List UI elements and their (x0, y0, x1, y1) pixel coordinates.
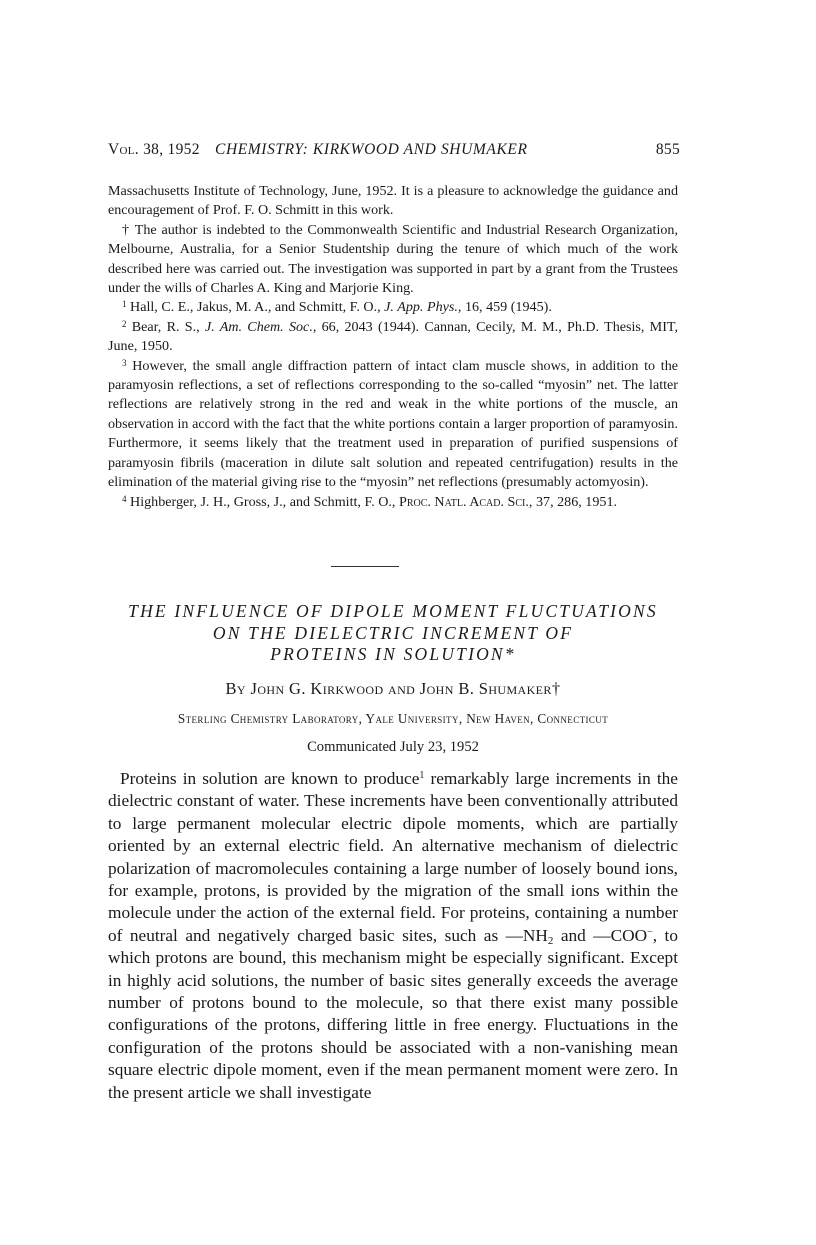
section-divider (331, 566, 399, 567)
body-paragraph (108, 768, 678, 1104)
communicated-date: Communicated July 23, 1952 (307, 739, 479, 755)
reference-4-rest: , 37, 286, 1951. (528, 493, 618, 510)
reference-1-authors: Hall, C. E., Jakus, M. A., and Schmitt, F. O., (130, 299, 385, 316)
article-title-line-2: ON THE DIELECTRIC INCREMENT OF (212, 622, 574, 643)
body-superscript-minus: − (647, 926, 653, 938)
body-subscript-2: 2 (547, 934, 554, 947)
page-number: 855 (655, 141, 680, 158)
article-title-line-1: THE INFLUENCE OF DIPOLE MOMENT FLUCTUATIONS (128, 601, 658, 621)
running-head-title: CHEMISTRY: KIRKWOOD AND SHUMAKER (215, 141, 528, 158)
reference-1-mark: 1 (122, 299, 127, 310)
reference-4-journal: Proc. Natl. Acad. Sci. (398, 493, 529, 510)
author-byline: By John G. Kirkwood and John B. Shumaker† (225, 679, 561, 698)
reference-2-authors: Bear, R. S., (131, 318, 205, 335)
body-citation-1: 1 (419, 770, 425, 781)
reference-4 (108, 493, 678, 512)
reference-3 (108, 357, 678, 493)
volume-label: Vol. 38, 1952 (108, 141, 200, 158)
reference-3-text: However, the small angle diffraction pattern of intact clam muscle shows, in addition to the paramyosin reflections, a set of reflections corresponding to the so-called “myosin” net. The latter reflections are relatively strong in the red and weak in the white portions of the muscle, an observation in accord with the fact that the white portions contain a larger proportion of paramyosin. Furthermore, it seems likely that the treatment used in preparation of purified suspensions of paramyosin fibrils (maceration in dilute salt solution and repeated centrifugation) results in the elimination of the material giving rise to the “myosin” net reflections (presumably actomyosin). (108, 357, 678, 491)
reference-1-journal: J. App. Phys. (384, 299, 458, 316)
reference-4-mark: 4 (122, 493, 127, 504)
note-continuation: Massachusetts Institute of Technology, June, 1952. It is a pleasure to acknowledge the guidance and encouragement of Prof. F. O. Schmitt in this work. (108, 183, 678, 219)
reference-1-volume: , 16, 459 (1945). (457, 299, 552, 316)
body-text-2: remarkably large increments in the dielectric constant of water. These increments have been conventionally attributed to large permanent molecular electric dipole moments, which are partially oriented by an external electric field. An alternative mechanism of dielectric polarization of macromolecules containing a large number of loosely bound ions, for example, protons, is provided by the migration of the small ions within the molecule under the action of the external field. For proteins, containing a number of neutral and negatively charged basic sites, such as —NH (108, 769, 678, 945)
reference-2-mark: 2 (122, 318, 127, 329)
body-text-4: , to which protons are bound, this mechanism might be especially significant. Except in highly acid solutions, the number of basic sites generally exceeds the average number of protons bound to the molecule, so that there exist many possible configurations of the protons, differing little in free energy. Fluctuations in the configuration of the protons should be associated with a non-vanishing mean square electric dipole moment, even if the mean permanent moment were zero. In the present article we shall investigate (108, 925, 678, 1102)
body-text-3: and —COO (553, 925, 648, 945)
previous-article-notes (108, 182, 678, 512)
author-affiliation: Sterling Chemistry Laboratory, Yale University, New Haven, Connecticut (177, 711, 609, 726)
reference-2 (108, 318, 678, 357)
reference-2-rest: , 66, 2043 (1944). Cannan, Cecily, M. M., Ph.D. Thesis, MIT, June, 1950. (108, 318, 678, 355)
article-title-line-3: PROTEINS IN SOLUTION* (270, 644, 516, 664)
reference-2-journal: J. Am. Chem. Soc. (204, 318, 313, 335)
dagger-footnote: † The author is indebted to the Commonwealth Scientific and Industrial Research Organization, Melbourne, Australia, for a Senior Studentship during the tenure of which much of the work described here was carried out. The investigation was supported in part by a grant from the Trustees under the wills of Charles A. King and Marjorie King. (108, 221, 678, 297)
reference-3-mark: 3 (122, 357, 127, 368)
reference-4-authors: Highberger, J. H., Gross, J., and Schmitt, F. O., (130, 493, 399, 510)
body-text-1: Proteins in solution are known to produce (120, 769, 420, 788)
reference-1 (108, 298, 678, 317)
article-title (108, 601, 678, 666)
article-body (108, 768, 678, 1104)
